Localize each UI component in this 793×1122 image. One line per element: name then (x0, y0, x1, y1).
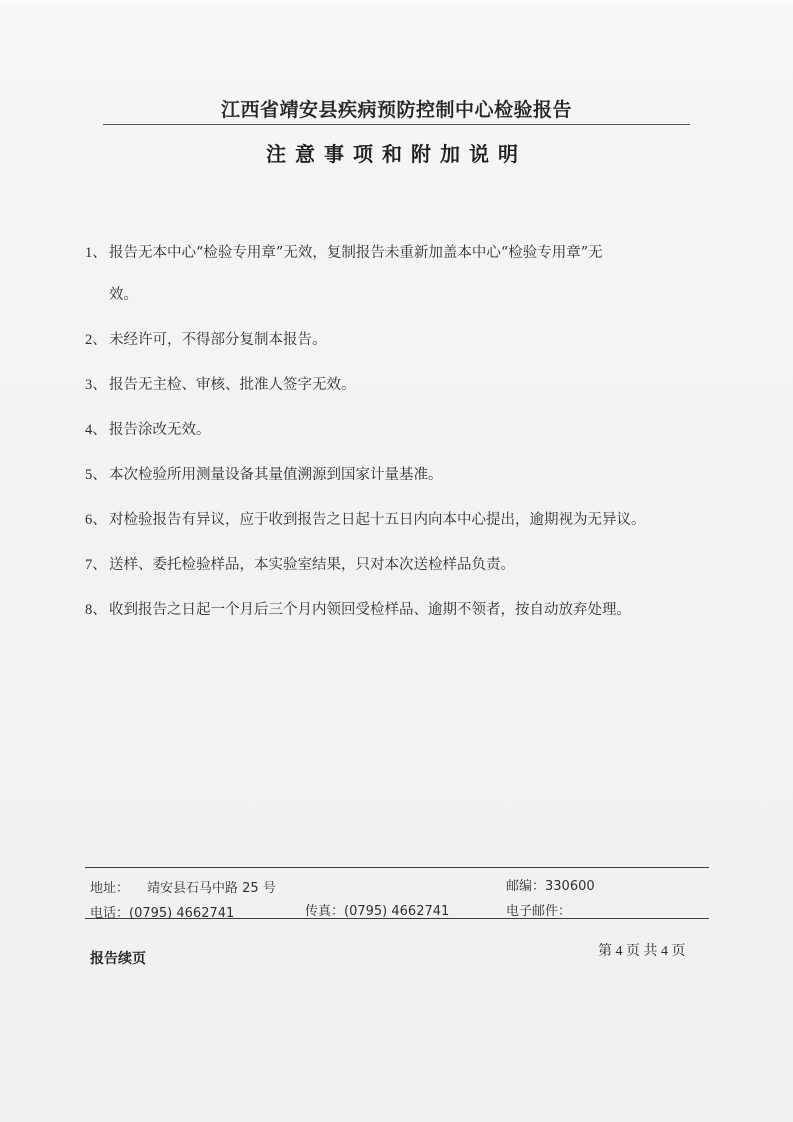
page-count: 第 4 页 共 4 页 (598, 944, 686, 959)
footer-bottom-rule (85, 918, 709, 919)
postcode-value: 330600 (545, 879, 595, 894)
note-text: 报告无主检、审核、批准人签字无效。 (109, 377, 356, 393)
email (506, 900, 577, 919)
address (90, 877, 276, 896)
note-text: 报告涂改无效。 (109, 422, 211, 438)
note-number: 4、 (85, 422, 107, 438)
note-number: 6、 (85, 512, 107, 528)
paper-edge (0, 0, 793, 4)
note-item (85, 464, 710, 486)
note-item (85, 329, 710, 351)
notes-list (85, 242, 710, 644)
postcode-label: 邮编： (506, 879, 546, 894)
address-label: 地址： (90, 881, 130, 896)
note-number: 5、 (85, 467, 107, 483)
fax (305, 900, 449, 919)
institute-title: 江西省靖安县疾病预防控制中心检验报告 (220, 99, 572, 121)
note-number: 1、 (85, 245, 107, 261)
note-text: 对检验报告有异议，应于收到报告之日起十五日内向本中心提出，逾期视为无异议。 (109, 512, 646, 528)
note-item (85, 599, 710, 621)
note-number: 3、 (85, 377, 107, 393)
note-item (85, 509, 710, 531)
note-number: 8、 (85, 602, 107, 618)
title-underline (103, 124, 690, 125)
phone-label: 电话： (90, 906, 130, 921)
postcode (506, 875, 595, 894)
note-text: 送样、委托检验样品，本实验室结果，只对本次送检样品负责。 (109, 557, 515, 573)
email-label: 电子邮件： (506, 904, 572, 919)
note-item (85, 419, 710, 441)
note-item (85, 374, 710, 396)
section-title: 注意事项和附加说明 (266, 142, 527, 166)
note-number: 2、 (85, 332, 107, 348)
continuation-label: 报告续页 (90, 951, 146, 967)
note-text: 本次检验所用测量设备其量值溯源到国家计量基准。 (109, 467, 443, 483)
note-text: 报告无本中心“检验专用章”无效，复制报告未重新加盖本中心“检验专用章”无 (109, 245, 603, 261)
phone-value: (0795) 4662741 (129, 906, 235, 921)
note-number: 7、 (85, 557, 107, 573)
footer-top-rule (85, 867, 709, 868)
fax-label: 传真： (305, 904, 345, 919)
note-text: 收到报告之日起一个月后三个月内领回受检样品、逾期不领者，按自动放弃处理。 (109, 602, 631, 618)
fax-value: (0795) 4662741 (344, 904, 450, 919)
note-text: 未经许可，不得部分复制本报告。 (109, 332, 327, 348)
note-text-continuation: 效。 (109, 287, 138, 303)
address-value: 靖安县石马中路 25 号 (147, 881, 276, 896)
note-item (85, 242, 710, 306)
note-item (85, 554, 710, 576)
